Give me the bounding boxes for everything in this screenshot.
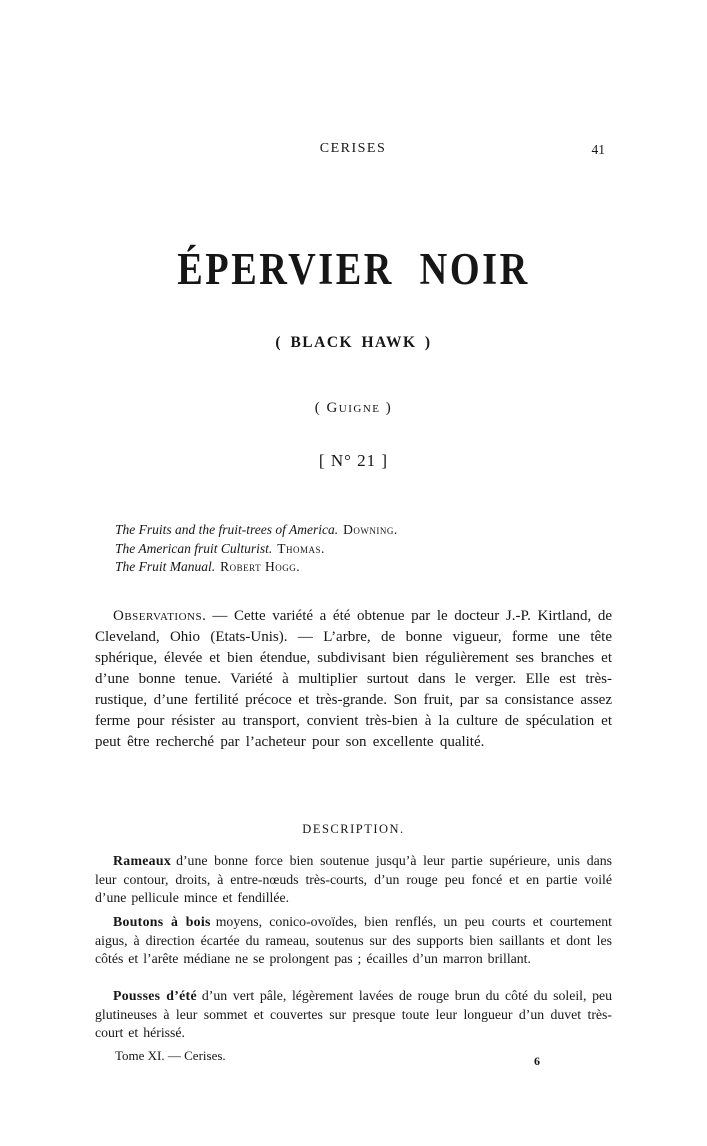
subtitle-fruit-type: ( Guigne ): [314, 400, 393, 416]
bibliography-title: The Fruit Manual.: [115, 559, 216, 574]
paragraph-text: moyens, conico-ovoïdes, bien renflés, un peu courts et courtement aigus, à direction écartée du rameau, soutenus sur des supports bien saillants et dont les côtés et l’arête médiane ne se prolongent pas ; écailles d’un marron brillant.: [95, 914, 612, 966]
bibliography-title: The Fruits and the fruit-trees of America.: [115, 522, 339, 537]
variety-title: ÉPERVIER NOIR: [177, 244, 530, 294]
bibliography-author: Thomas.: [277, 540, 325, 556]
paragraph-lead: Rameaux: [113, 853, 172, 868]
page-number: 41: [591, 142, 605, 157]
observations-label: Observations.: [113, 608, 207, 624]
running-title: CERISES: [319, 141, 387, 156]
bibliography-entry: [115, 558, 575, 577]
volume-label: Tome XI. — Cerises.: [115, 1048, 226, 1063]
paragraph-lead: Pousses d’été: [113, 988, 197, 1003]
bibliography-entry: [115, 521, 575, 540]
description-heading: DESCRIPTION.: [302, 822, 405, 836]
bibliography-author: Robert Hogg.: [220, 559, 301, 574]
subtitle-english-name: ( BLACK HAWK ): [275, 334, 432, 351]
paragraph-text: d’une bonne force bien soutenue jusqu’à leur partie supérieure, unis dans leur contour, droits, à entre-nœuds très-courts, d’un rouge peu foncé et en partie voilé d’une pellicule mince et fendillée.: [95, 853, 612, 905]
variety-number: [ N° 21 ]: [318, 451, 389, 470]
bibliography-entry: [115, 540, 575, 559]
bibliography-title: The American fruit Culturist.: [115, 540, 273, 556]
bibliography-list: [115, 521, 575, 577]
running-head: [95, 141, 611, 161]
description-paragraph-rameaux: [95, 852, 612, 908]
paragraph-lead: Boutons à bois: [113, 914, 211, 929]
observations-text: — Cette variété a été obtenue par le docteur J.-P. Kirtland, de Cleveland, Ohio (Etats-Unis). — L’arbre, de bonne vigueur, forme une tête sphérique, élevée et bien étendue, subdivisant bien régulièrement ses branches et d’une bonne tenue. Variété à multiplier surtout dans le verger. Elle est très-rustique, d’une fertilité précoce et très-grande. Son fruit, par sa consistance assez ferme pour résister au transport, convient très-bien à la culture de spéculation et peut être recherché par l’acheteur pour son excellente qualité.: [95, 608, 612, 750]
bibliography-author: Downing.: [343, 522, 398, 537]
paragraph-text: d’un vert pâle, légèrement lavées de rouge brun du côté du soleil, peu glutineuses à leur sommet et couvertes sur presque toute leur longueur d’un duvet très-court et hérissé.: [95, 988, 613, 1040]
description-paragraph-boutons: [95, 913, 612, 969]
description-paragraph-pousses: [95, 987, 612, 1043]
observations-paragraph: [95, 606, 612, 753]
page-footer: [115, 1048, 540, 1068]
signature-number: 6: [534, 1054, 540, 1068]
